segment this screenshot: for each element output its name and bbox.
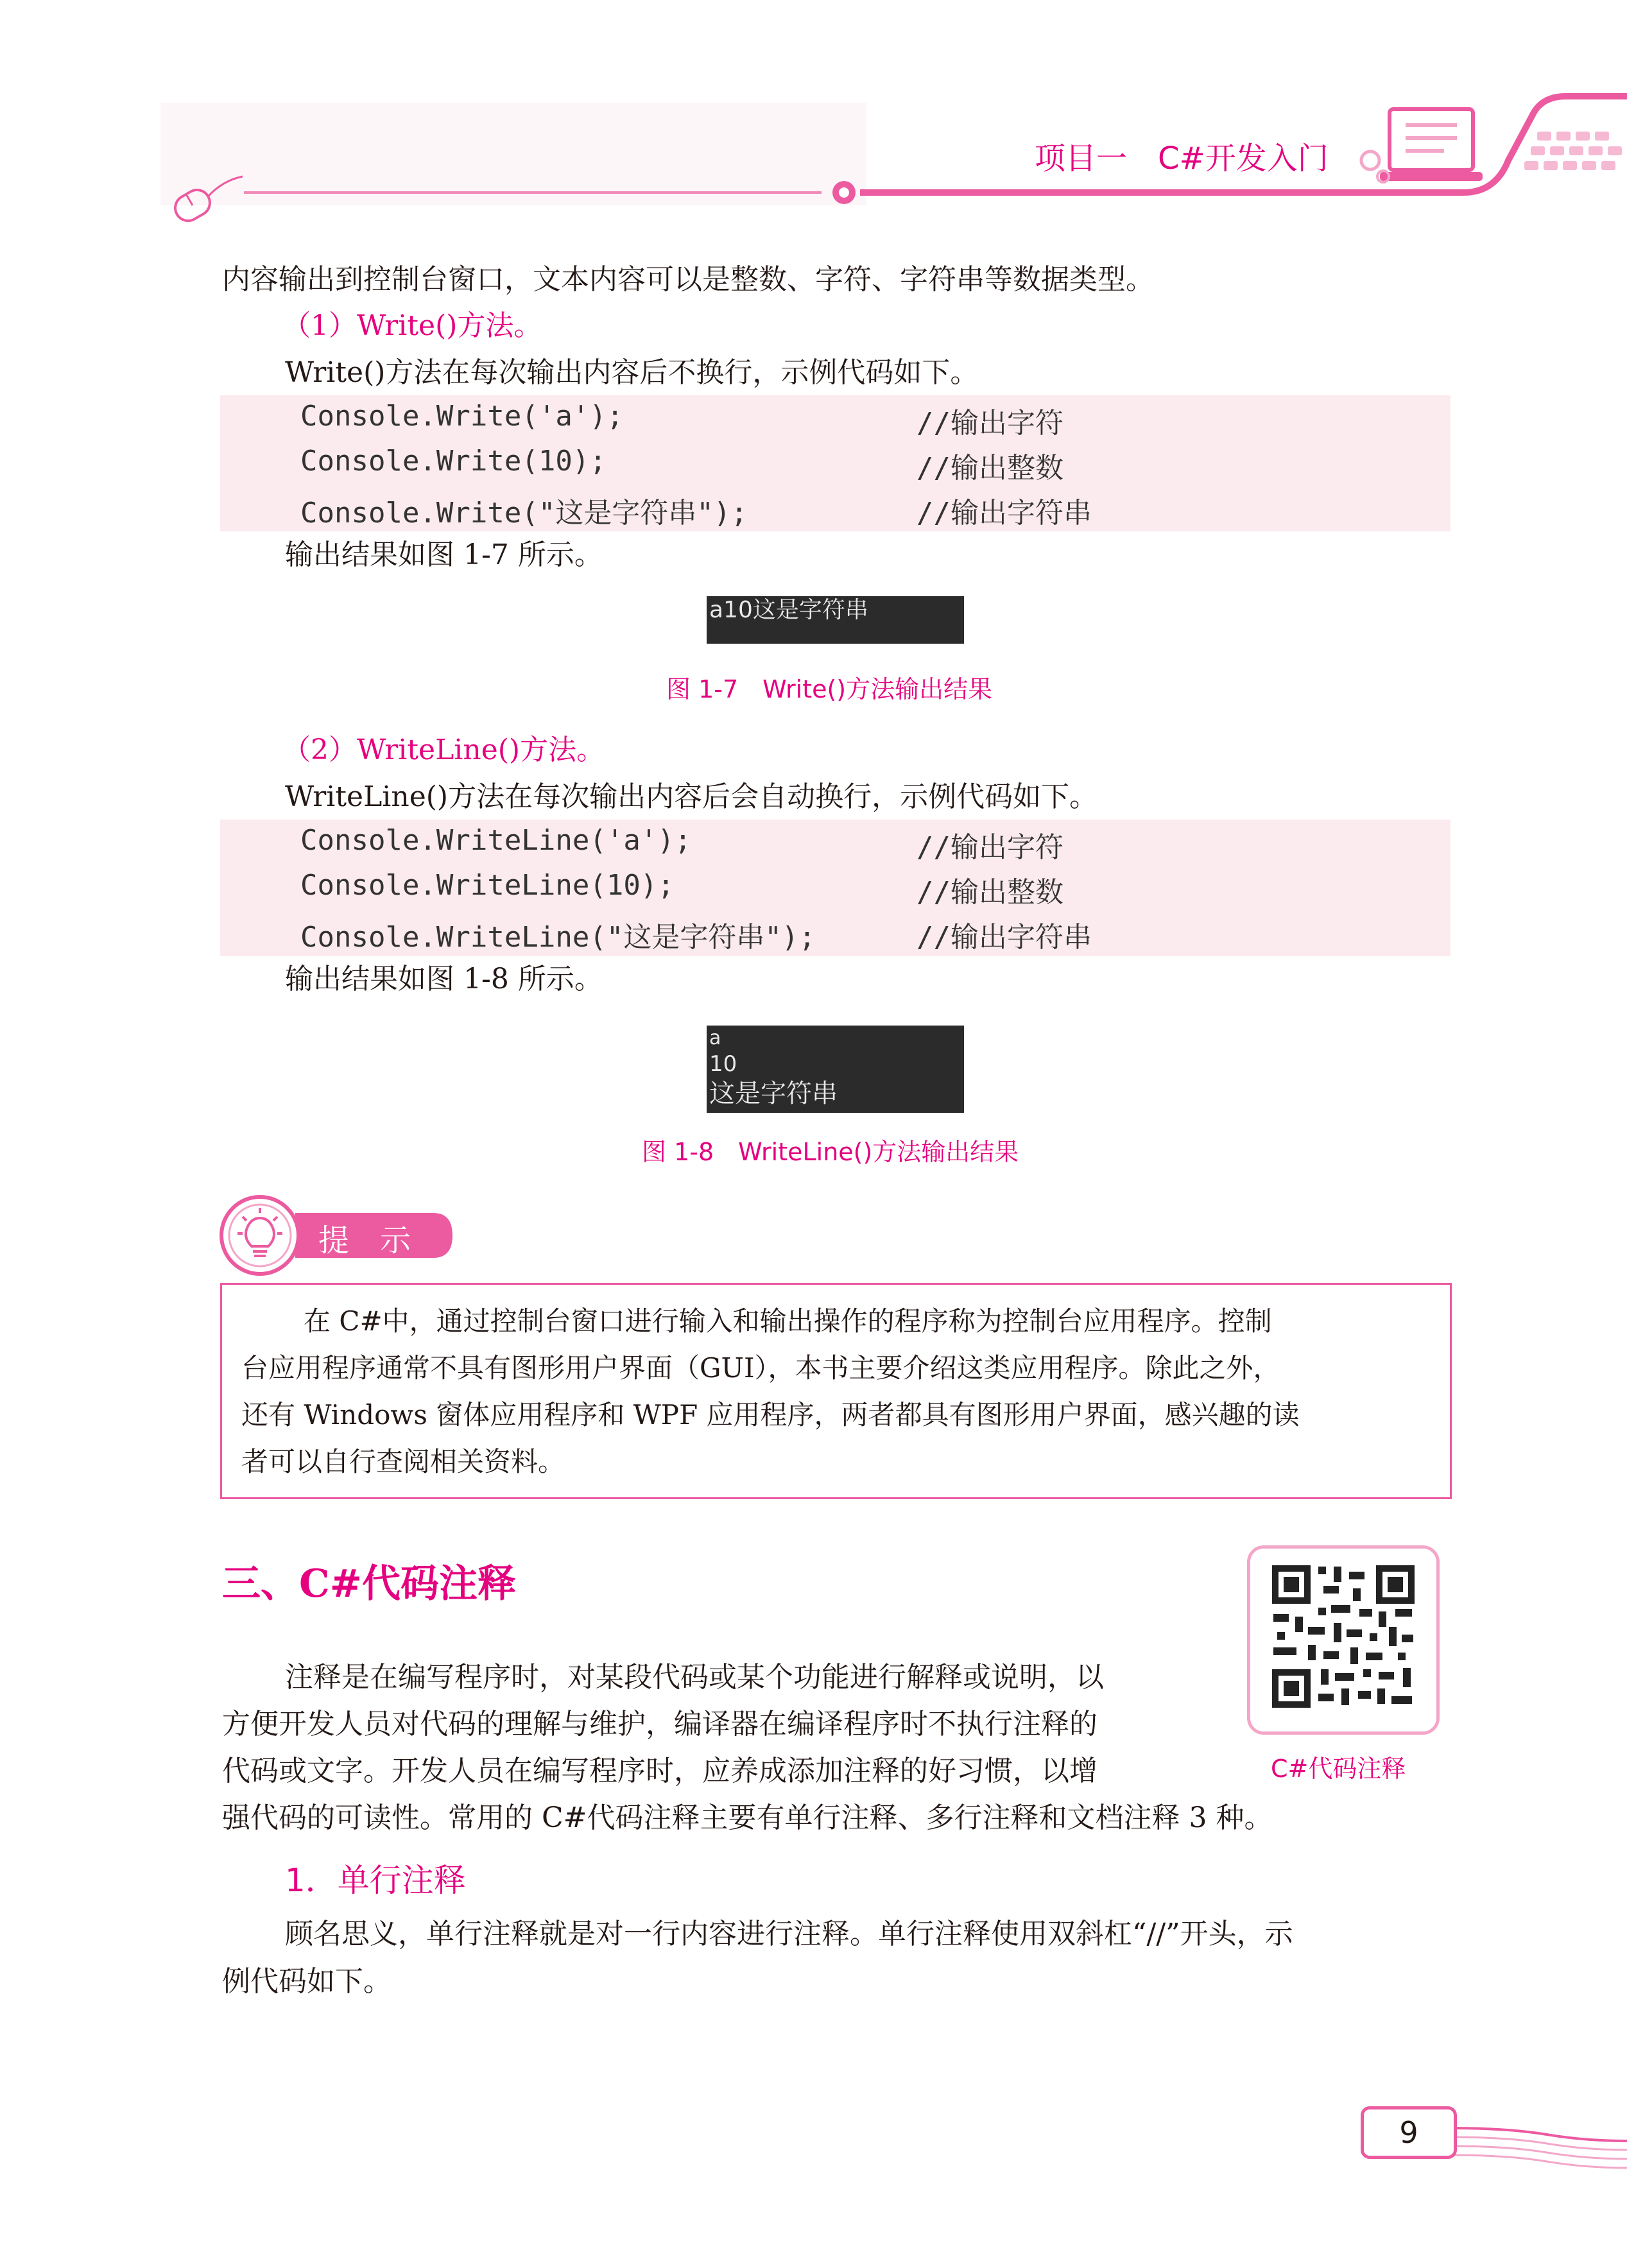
header-decoration bbox=[0, 0, 1627, 257]
qr-code-frame bbox=[1247, 1545, 1440, 1735]
console-line: 这是字符串 bbox=[709, 1079, 838, 1108]
intro-line: 内容输出到控制台窗口，文本内容可以是整数、字符、字符串等数据类型。 bbox=[222, 263, 1154, 296]
console-line: a bbox=[709, 1027, 721, 1049]
write-code-block bbox=[220, 395, 1451, 531]
writeline-description: WriteLine()方法在每次输出内容后会自动换行，示例代码如下。 bbox=[285, 780, 1098, 813]
paragraph-line: 顾名思义，单行注释就是对一行内容进行注释。单行注释使用双斜杠“//”开头，示 bbox=[285, 1918, 1293, 1950]
code-comment: //输出整数 bbox=[917, 876, 1063, 909]
subheading-single-line: 1．单行注释 bbox=[285, 1862, 466, 1899]
paragraph-line: 代码或文字。开发人员在编写程序时，应养成添加注释的好习惯，以增 bbox=[222, 1755, 1098, 1787]
section-heading: 三、C#代码注释 bbox=[222, 1561, 517, 1606]
code-line: Console.WriteLine("这是字符串"); bbox=[300, 921, 816, 954]
console-output-1-7 bbox=[707, 596, 964, 644]
console-text: a10这是字符串 bbox=[709, 597, 868, 623]
page-number-box bbox=[1361, 2106, 1457, 2159]
paragraph-line: 注释是在编写程序时，对某段代码或某个功能进行解释或说明，以 bbox=[285, 1661, 1104, 1694]
console-line: 10 bbox=[709, 1051, 737, 1077]
write-description: Write()方法在每次输出内容后不换行，示例代码如下。 bbox=[285, 356, 979, 389]
paragraph-line: 强代码的可读性。常用的 C#代码注释主要有单行注释、多行注释和文档注释 3 种。 bbox=[222, 1801, 1273, 1834]
code-comment: //输出字符串 bbox=[917, 497, 1092, 529]
chapter-title: 项目一 C#开发入门 bbox=[1035, 141, 1329, 176]
qr-caption: C#代码注释 bbox=[1271, 1755, 1406, 1783]
code-line: Console.WriteLine('a'); bbox=[300, 824, 692, 857]
code-line: Console.Write("这是字符串"); bbox=[300, 497, 748, 529]
writeline-code-block bbox=[220, 820, 1451, 956]
code-line: Console.Write('a'); bbox=[300, 400, 624, 433]
laptop-icon bbox=[1361, 109, 1483, 182]
writeline-heading: （2）WriteLine()方法。 bbox=[282, 734, 605, 766]
code-line: Console.WriteLine(10); bbox=[300, 869, 675, 902]
write-heading: （1）Write()方法。 bbox=[282, 309, 542, 342]
keyboard-icon bbox=[1524, 132, 1622, 170]
tip-line: 者可以自行查阅相关资料。 bbox=[241, 1446, 565, 1477]
tip-line: 台应用程序通常不具有图形用户界面（GUI），本书主要介绍这类应用程序。除此之外， bbox=[241, 1352, 1280, 1384]
tip-line: 在 C#中，通过控制台窗口进行输入和输出操作的程序称为控制台应用程序。控制 bbox=[304, 1305, 1272, 1337]
paragraph-line: 例代码如下。 bbox=[222, 1965, 392, 1998]
code-comment: //输出字符 bbox=[917, 831, 1063, 864]
figure-caption-1-8: 图 1-8 WriteLine()方法输出结果 bbox=[642, 1138, 1019, 1166]
tip-box bbox=[220, 1283, 1452, 1499]
code-comment: //输出字符串 bbox=[917, 921, 1092, 954]
writeline-result-text: 输出结果如图 1-8 所示。 bbox=[285, 963, 603, 995]
tip-label: 提 示 bbox=[318, 1223, 411, 1259]
qr-code-image bbox=[1270, 1563, 1417, 1710]
write-result-text: 输出结果如图 1-7 所示。 bbox=[285, 538, 603, 571]
paragraph-line: 方便开发人员对代码的理解与维护，编译器在编译程序时不执行注释的 bbox=[222, 1708, 1098, 1740]
console-output-1-8 bbox=[707, 1026, 964, 1113]
code-comment: //输出字符 bbox=[917, 407, 1063, 440]
code-comment: //输出整数 bbox=[917, 452, 1063, 485]
figure-caption-1-7: 图 1-7 Write()方法输出结果 bbox=[666, 675, 993, 703]
page-number: 9 bbox=[1399, 2115, 1418, 2150]
tip-line: 还有 Windows 窗体应用程序和 WPF 应用程序，两者都具有图形用户界面，感兴趣的读 bbox=[241, 1399, 1300, 1430]
code-line: Console.Write(10); bbox=[300, 445, 607, 477]
